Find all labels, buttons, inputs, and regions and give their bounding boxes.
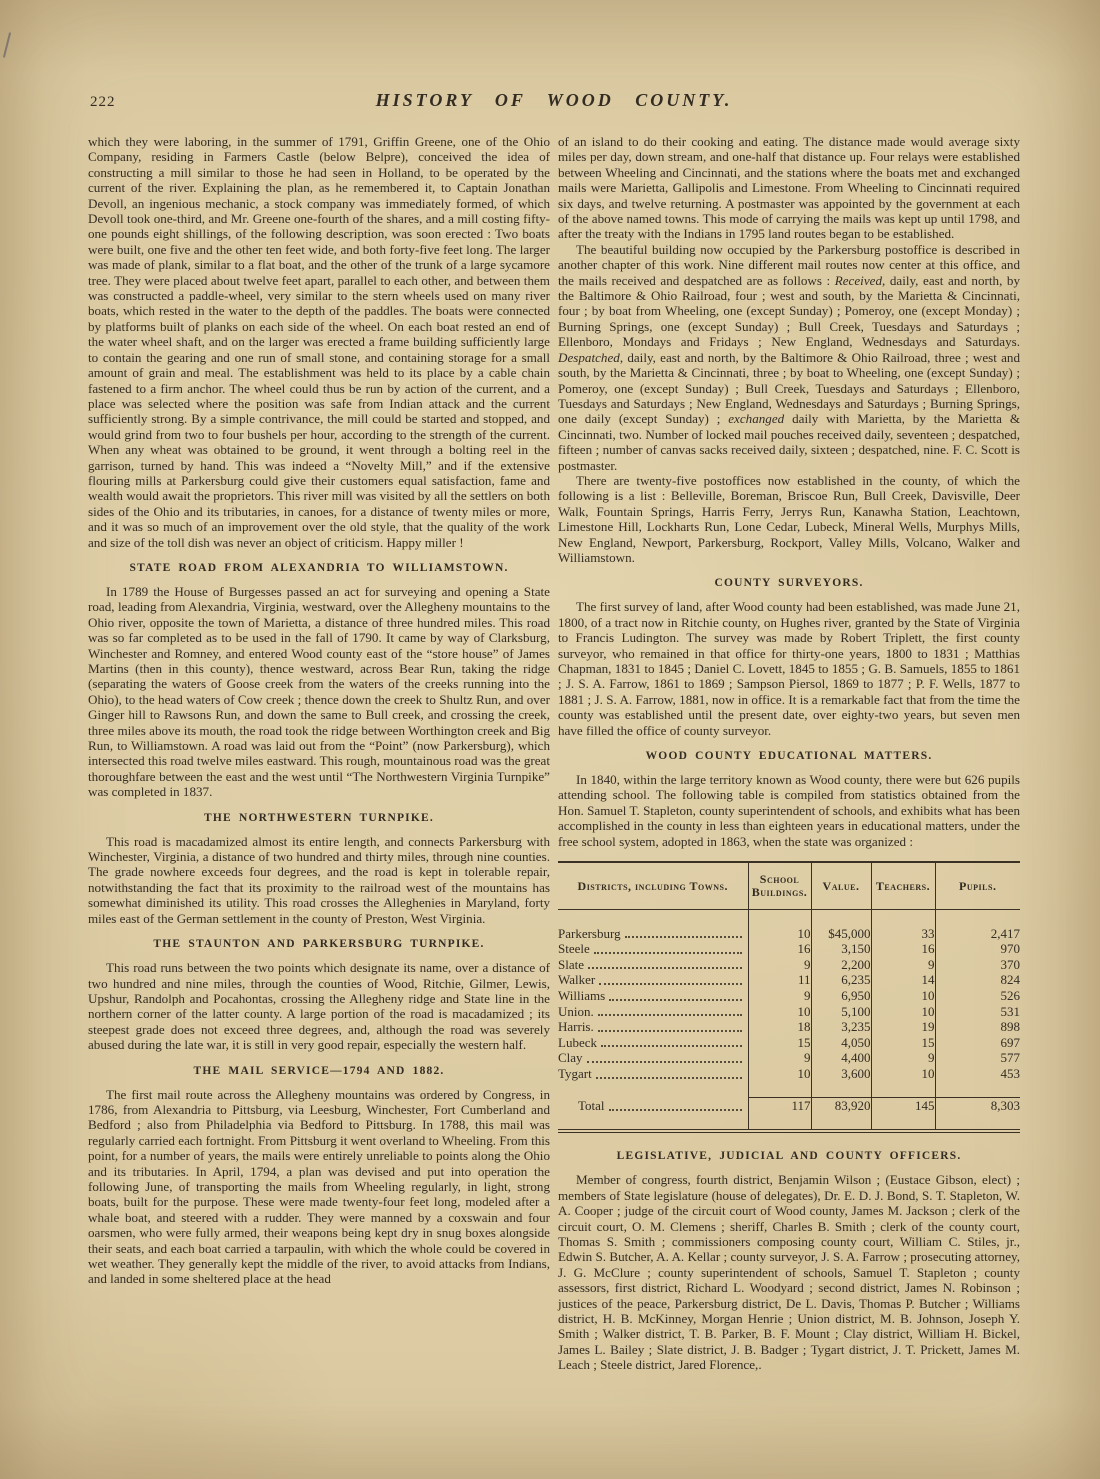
cell-buildings: 16 <box>748 941 811 957</box>
dot-leader <box>596 1076 742 1079</box>
dot-leader <box>598 1013 742 1016</box>
page-number: 222 <box>90 94 116 110</box>
heading-mail-service: THE MAIL SERVICE—1794 AND 1882. <box>193 1064 445 1077</box>
paragraph-mail-service: The first mail route across the Allegheny mountains was ordered by Congress, in 1786, from Alexandria to Pittsburg, via Leesburg, Winchester, Fort Cumberland and Bedford ; also from Philadelphia via Bedford to Pittsburg. In 1788, this mail was regularly carried each fortnight. From Pittsburg it went overland to Wheeling. From this point, for a number of years, the mails were entirely unreliable to points along the Ohio and its tributaries. In April, 1794, a plan was devised and put into operation the following June, of transporting the mails from Wheeling regularly, in light, strong boats, built for the purpose. These were made twenty-four feet long, modeled after a whale boat, and steered with a rudder. They were manned by a coxswain and four oarsmen, who were fully armed, their weapons being kept dry in snug boxes alongside their seats, and each boat carried a tarpaulin, with which the whole could be covered in wet weather. They generally kept the middle of the river, to avoid attacks from Indians, and landed in some sheltered place at the head <box>88 1086 550 1287</box>
cell-pupils: 2,417 <box>935 926 1020 942</box>
cell-value: $45,000 <box>811 926 871 942</box>
cell-value: 4,050 <box>811 1035 871 1051</box>
cell-teachers: 15 <box>871 1035 935 1051</box>
dot-leader <box>625 935 742 938</box>
heading-staunton-turnpike: THE STAUNTON AND PARKERSBURG TURNPIKE. <box>153 938 485 951</box>
two-column-layout <box>88 134 1020 1373</box>
cell-pupils: 453 <box>935 1066 1020 1082</box>
paragraph-northwestern-turnpike: This road is macadamized almost its entire length, and connects Parkersburg with Winchester, Virginia, a distance of two hundred and thirty miles, through nine counties. The grade nowhere exceeds four degrees, and the road is kept in tolerable repair, notwithstanding the fact that its proximity to the railroad west of the mountains has somewhat diminished its utility. This road crosses the Alleghenies in Maryland, forty miles east of the German settlement in the county of Preston, West Virginia. <box>88 833 550 926</box>
cell-teachers: 16 <box>871 941 935 957</box>
page-header <box>88 90 1020 114</box>
dot-leader <box>601 1044 742 1047</box>
received-text: , daily, east and north, by the Baltimore & Ohio Railroad, four ; west and south, by the Marietta & Cincinnati, four ; by boat from Wheeling, one (except Sunday) ; Pomeroy, one (except Monday) ; Burning Springs, one (except Sunday) ; Bull Creek, Tuesdays and Saturdays ; Ellenboro, Mondays and Fridays ; New England, Wednesdays and Saturdays. <box>558 272 1021 350</box>
cell-buildings: 15 <box>748 1035 811 1051</box>
cell-teachers: 33 <box>871 926 935 942</box>
table-row <box>558 1066 1020 1082</box>
cell-buildings: 10 <box>748 1004 811 1020</box>
table-total-row <box>558 1098 1020 1114</box>
heading-state-road: STATE ROAD FROM ALEXANDRIA TO WILLIAMSTOWN. <box>129 561 509 574</box>
cell-pupils: 970 <box>935 941 1020 957</box>
table-header-row <box>558 862 1020 910</box>
district-name: Harris. <box>558 1019 594 1035</box>
page-content <box>88 90 1020 1373</box>
district-name: Lubeck <box>558 1034 597 1050</box>
cell-buildings: 9 <box>748 957 811 973</box>
table-row <box>558 926 1020 942</box>
left-column <box>88 134 550 1373</box>
cell-pupils: 697 <box>935 1035 1020 1051</box>
cell-buildings: 10 <box>748 926 811 942</box>
exchanged-text: daily with Marietta, by the Marietta & Cincinnati, two. Number of locked mail pouches received daily, seventeen ; despatched, fifteen ; number of canvas sacks received daily, sixteen ; despatched, nine. F. C. Scott is postmaster. <box>558 411 1020 473</box>
table-bottom-rule-row <box>558 1114 1020 1132</box>
header-teachers: Teachers. <box>871 862 935 910</box>
total-teachers: 145 <box>871 1098 935 1114</box>
cell-teachers: 14 <box>871 972 935 988</box>
table-row <box>558 1019 1020 1035</box>
despatched-text: , daily, east and north, by the Baltimore & Ohio Railroad, three ; west and south, by the Marietta & Cincinnati, three ; by boat to Wheeling, one (except Sunday) ; Pomeroy, one (except Sunday) ; Bull Creek, Tuesdays and Saturdays ; Ellenboro, Tuesdays and Saturdays ; New England, Wednesdays and Saturdays ; Burning Springs, one daily (except Sunday) ; <box>558 349 1020 427</box>
header-school-buildings: School Buildings. <box>748 862 811 910</box>
cell-value: 6,235 <box>811 972 871 988</box>
total-pupils: 8,303 <box>935 1098 1020 1114</box>
right-column <box>558 134 1020 1373</box>
dot-leader <box>609 998 741 1001</box>
dot-leader <box>594 951 742 954</box>
cell-value: 3,150 <box>811 941 871 957</box>
heading-officers: LEGISLATIVE, JUDICIAL AND COUNTY OFFICERS. <box>616 1150 962 1163</box>
paragraph-postoffice <box>558 242 1020 473</box>
dot-leader <box>587 1060 742 1063</box>
school-statistics-table <box>558 861 1020 1133</box>
cell-value: 2,200 <box>811 957 871 973</box>
header-value: Value. <box>811 862 871 910</box>
district-name: Steele <box>558 941 590 957</box>
paragraph-postoffices-list: There are twenty-five postoffices now established in the county, of which the following is a list : Belleville, Boreman, Briscoe Run, Bull Creek, Davisville, Deer Walk, Fountain Springs, Harris Ferry, Jerrys Run, Kanawha Station, Leachtown, Limestone Hill, Lockharts Run, Lone Cedar, Lubeck, Mineral Wells, Murphys Mills, New England, Newport, Parkersburg, Rockport, Valley Mills, Volcano, Walker and Williamstown. <box>558 472 1020 565</box>
cell-teachers: 10 <box>871 988 935 1004</box>
cell-value: 3,235 <box>811 1019 871 1035</box>
cell-pupils: 526 <box>935 988 1020 1004</box>
table-row <box>558 957 1020 973</box>
dot-leader <box>599 982 741 985</box>
cell-pupils: 531 <box>935 1004 1020 1020</box>
district-name: Tygart <box>558 1066 592 1081</box>
table-row <box>558 972 1020 988</box>
dot-leader <box>588 966 742 969</box>
table-row <box>558 988 1020 1004</box>
cell-pupils: 898 <box>935 1019 1020 1035</box>
cell-value: 3,600 <box>811 1066 871 1082</box>
table-row <box>558 1004 1020 1020</box>
cell-pupils: 824 <box>935 972 1020 988</box>
district-name: Williams <box>558 988 606 1004</box>
cell-teachers: 9 <box>871 1050 935 1066</box>
cell-buildings: 9 <box>748 1050 811 1066</box>
cell-pupils: 370 <box>935 957 1020 973</box>
cell-value: 5,100 <box>811 1004 871 1020</box>
paragraph-educational-matters: In 1840, within the large territory known as Wood county, there were but 626 pupils attending school. The following table is compiled from statistics obtained from the Hon. Samuel T. Stapleton, county superintendent of schools, and exhibits what has been accomplished in the county in less than eighteen years in educational matters, under the free school system, adopted in 1863, when the state was organized : <box>558 772 1020 849</box>
district-name: Union. <box>558 1003 594 1019</box>
dot-leader <box>609 1108 742 1111</box>
cell-teachers: 10 <box>871 1004 935 1020</box>
paragraph-staunton-turnpike: This road runs between the two points which designate its name, over a distance of two hundred and nine miles, through the counties of Wood, Ritchie, Gilmer, Lewis, Upshur, Randolph and Pocahontas, crossing the Allegheny ridge and State line in the northern corner of the latter county. A large portion of the road is macadamized ; its steepest grade does not exceed three degrees, and, although the road was severely abused during the late war, it is still in very good repair, especially the western half. <box>88 960 550 1053</box>
header-pupils: Pupils. <box>935 862 1020 910</box>
postoffice-text-pre: The beautiful building now occupied by the Parkersburg postoffice is described in another chapter of this work. Nine different mail routes now center at this office, and the mails received and despatched are as follows : <box>558 241 1020 288</box>
cell-value: 4,400 <box>811 1050 871 1066</box>
cell-teachers: 10 <box>871 1066 935 1082</box>
cell-pupils: 577 <box>935 1050 1020 1066</box>
header-districts: Districts, including Towns. <box>558 862 748 910</box>
table-row <box>558 941 1020 957</box>
paragraph-state-road: In 1789 the House of Burgesses passed an act for surveying and opening a State road, leading from Alexandria, Virginia, westward, over the Allegheny mountains to the Ohio river, opposite the town of Marietta, a distance of three hundred miles. This road was so far completed as to be used in the fall of 1790. It came by way of Clarksburg, Winchester and Romney, and entered Wood county east of the “store house” of James Martins (then in this county), thence westward, across Bear Run, taking the ridge (separating the waters of Goose creek from the waters of the creeks running into the Ohio), to the head waters of Cow creek ; thence down the creek to Shultz Run, and over Ginger hill to Rawsons Run, and down the same to Bull creek, and crossing the creek, three miles above its mouth, the road took the ridge between Worthington creek and Big Run, to Williamstown. A road was laid out from the “Point” (now Parkersburg), which intersected this road twelve miles eastward. This rough, mountainous road was the great thoroughfare between the east and the west until “The Northwestern Virginia Turnpike” was completed in 1837. <box>88 583 550 800</box>
table-row <box>558 1035 1020 1051</box>
dot-leader <box>598 1029 742 1032</box>
paragraph-mill: which they were laboring, in the summer of 1791, Griffin Greene, one of the Ohio Company, residing in Farmers Castle (below Belpre), conceived the idea of constructing a mill similar to those he had seen in Holland, to be operated by the current of the river. Explaining the plan, as he remembered it, to Captain Jonathan Devoll, an ingenious mechanic, a stock company was immediately formed, of which Devoll took one-third, and Mr. Greene one-fourth of the shares, and a mill costing fifty-one pounds eight shillings, of the following description, was soon erected : Two boats were built, one five and the other ten feet wide, and both forty-five feet long. The larger was made of plank, similar to a flat boat, and the other of the trunk of a large sycamore tree. They were placed about twelve feet apart, parallel to each other, and between them was constructed a paddle-wheel, very similar to the stern wheels used on many river boats, which rested in the water to the depth of the paddles. The boats were connected by platforms built of planks on each side of the wheel. On each boat rested an end of the water wheel shaft, and on the larger was erected a frame building sufficiently large to contain the gearing and one run of small stone, and containing storage for a small amount of grain and meal. The establishment was held to its place by a cable chain fastened to a firm anchor. The wheel could thus be run by action of the current, and a place was selected where the position was safe from Indian attack and the current sufficiently strong. By a simple contrivance, the mill could be started and stopped, and would grind from two to four bushels per hour, according to the strength of the current. When any wheat was obtained to be ground, it went through a bolting reel in the garrison, turned by hand. This was indeed a “Novelty Mill,” and if the extensive flouring mills at Parkersburg could give their customers equal satisfaction, fame and wealth would await the proprietors. This river mill was visited by all the settlers on both sides of the Ohio and its tributaries, in canoes, for a distance of twenty miles or more, and it was so much of an improvement over the old style, that the quality of the work and size of the toll dish was never an object of criticism. Happy miller ! <box>88 134 550 550</box>
paragraph-officers: Member of congress, fourth district, Benjamin Wilson ; (Eustace Gibson, elect) ; members of State legislature (house of delegates), Dr. E. D. J. Bond, S. T. Stapleton, W. A. Cooper ; judge of the circuit court of Wood county, James M. Jackson ; clerk of the circuit court, O. M. Clemens ; sheriff, Charles B. Smith ; clerk of the county court, Thomas S. Smith ; commissioners composing county court, William C. Stiles, jr., Edwin S. Butcher, A. A. Kellar ; county surveyor, J. S. A. Farrow ; prosecuting attorney, J. G. McClure ; county superintendent of schools, Samuel T. Stapleton ; county assessors, first district, Richard L. Woodyard ; second district, James N. Robinson ; justices of the peace, Parkersburg district, De L. Davis, Thomas P. Butcher ; Williams district, H. B. McKinney, Morgan Henrie ; Union district, M. B. Johnson, Joseph Y. Smith ; Walker district, T. B. Parker, B. F. Mount ; Clay district, William H. Bickel, James L. Bailey ; Slate district, J. B. Badger ; Tygart district, J. T. Prickett, James M. Leach ; Steele district, Jared Florence,. <box>558 1172 1020 1373</box>
cell-teachers: 19 <box>871 1019 935 1035</box>
total-buildings: 117 <box>748 1098 811 1114</box>
table-row <box>558 1050 1020 1066</box>
cell-teachers: 9 <box>871 957 935 973</box>
heading-educational-matters: WOOD COUNTY EDUCATIONAL MATTERS. <box>645 750 933 763</box>
cell-buildings: 9 <box>748 988 811 1004</box>
exchanged-label: exchanged <box>728 411 785 427</box>
district-name: Slate <box>558 956 584 972</box>
heading-northwestern-turnpike: THE NORTHWESTERN TURNPIKE. <box>204 811 434 824</box>
cell-buildings: 10 <box>748 1066 811 1082</box>
district-name: Walker <box>558 972 596 988</box>
cell-value: 6,950 <box>811 988 871 1004</box>
received-label: Received <box>834 272 882 288</box>
paragraph-county-surveyors: The first survey of land, after Wood county had been established, was made June 21, 1800, of a tract now in Ritchie county, on Hughes river, granted by the State of Virginia to Francis Ludington. The survey was made by Robert Triplett, the first county surveyor, who remained in that office for thirty-one years, 1800 to 1831 ; Matthias Chapman, 1831 to 1845 ; Daniel C. Lovett, 1845 to 1855 ; G. B. Samuels, 1855 to 1861 ; J. S. A. Farrow, 1861 to 1869 ; Sampson Piersol, 1869 to 1877 ; P. F. Wells, 1877 to 1881 ; J. S. A. Farrow, 1881, now in office. It is a remarkable fact that from the time the county was established until the present date, over eighty-two years, but seven men have filled the office of county surveyor. <box>558 599 1020 738</box>
page-title: HISTORY OF WOOD COUNTY. <box>375 90 733 110</box>
cell-buildings: 18 <box>748 1019 811 1035</box>
total-label: Total <box>578 1097 605 1113</box>
cell-buildings: 11 <box>748 972 811 988</box>
paragraph-island: of an island to do their cooking and eating. The distance made would average sixty miles per day, down stream, and one-half that distance up. Four relays were established between Wheeling and Cincinnati, and the stations where the boats met and exchanged mails were Marietta, Gallipolis and Limestone. From Wheeling to Cincinnati required six days, and twelve returning. A postmaster was appointed by the government at each of the above named towns. This mode of carrying the mails was kept up until 1798, and after the treaty with the Indians in 1795 land routes began to be established. <box>558 134 1020 242</box>
total-value: 83,920 <box>811 1098 871 1114</box>
despatched-label: Despatched <box>558 349 620 365</box>
district-name: Clay <box>558 1050 583 1066</box>
district-name: Parkersburg <box>558 925 621 941</box>
table-spacer-row <box>558 910 1020 926</box>
heading-county-surveyors: COUNTY SURVEYORS. <box>714 577 864 590</box>
table-spacer-row <box>558 1082 1020 1098</box>
